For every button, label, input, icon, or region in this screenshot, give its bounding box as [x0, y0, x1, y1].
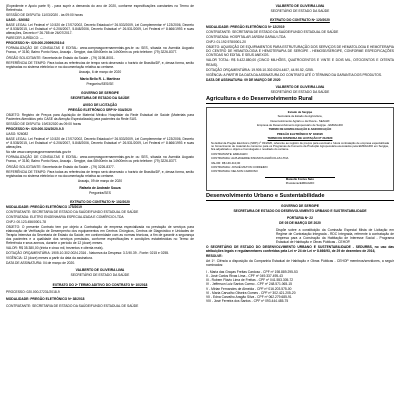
extract-paragraph: CONTRATANTE: SECRETARIA DE ESTADO DA SAÚDE/FUNDO ESTADUAL DE SAÚDE	[6, 209, 139, 214]
signer-title: SECRETÁRIO DE ESTADO DA SAÚDE	[270, 9, 330, 14]
right-column	[206, 4, 394, 396]
extract-paragraph: MODALIDADE: PREGÃO ELETRÔNICO Nº 12/2019	[206, 25, 285, 30]
left-top-paragraph: REFERÊNCIA DE TEMPO: Para todas as referências de tempo será observado o horário de Brasília/DF, e, dessa forma, serão registradas no sistema eletrônico e na documentação relativa ao certame.	[6, 60, 194, 69]
homologation-notice	[206, 107, 394, 191]
signer-name: Rafaela de Andrade Souza	[79, 185, 121, 190]
notice-paragraph: FORMALIZAÇÃO DE CONSULTAS E EDITAL: www.comprasgovernamentais.gov.br ou SES, situada na Avenida Augusto Franco, nº 3150, Bairro Ponto Novo, Aracaju - Sergipe, das 08h00min às 14h00min ou pelo telefone: (79) 3226-8377.	[6, 155, 194, 164]
dev-paragraph: Dispõe sobre a constituição da Comissão Especial Mista de Licitação em Regime de Contratação Integrada - RDC Integrada, referente à contratação de empresa para a Construção da Habitação de Interesse Social - Programa Estadual de Habitação e Obras Públicas - CEHOP.	[276, 227, 394, 245]
list-item: V - Mirian Fernandes de Almeida - CPF nº 016.203.575-00	[206, 286, 292, 291]
gov-header: SECRETARIA DE ESTADO DA SAÚDE	[70, 95, 130, 100]
list-item: VII - Edna Carvalho Aragão Silva - CPF nº 062.279.685-91	[206, 294, 292, 299]
box-line: No Edital da Pregão Eletrônico (SRP) nº 03/2020, referente ao registro de preços para eventual e futura contratação de empresa especializada no fornecimento de material de consumo para os Programas de Fomento da Produção Agropecuária executados pela EMDAGRO em Sergipe, fica adjudicado o objeto e homologado o resultado do certame.	[211, 140, 389, 152]
extract-paragraph: OBJETO: O presente Contrato tem por objeto a Contratação de empresa especializada na prestação de serviços para elaboração de Verificação de Desempenho dos equipamentos em Centros Cirúrgicos, Centros de Diagnóstico e Unidades de Terapia Intensiva da Secretaria de Estado da Saúde, em conformidade com as normas técnicas, a fim de garantir a segurança dos pacientes e a qualidade dos serviços prestados, conforme especificações e condições estabelecidas no Termo de Referência e seus anexos, durante o período de 12 (doze) meses.	[6, 225, 194, 246]
notice-paragraph: No site www.comprasgovernamentais.gov.br	[6, 150, 71, 155]
dev-header: SECRETARIA DE ESTADO DO DESENVOLVIMENTO URBANO E SUSTENTABILIDADE	[233, 208, 367, 213]
box-line: Secretaria de Estado da Agricultura,	[277, 114, 323, 119]
section-title-agriculture: Agricultura e do Desenvolvimento Rural	[206, 96, 394, 104]
extract-title: EXTRATO DO CONTRATO Nº 120/2020	[270, 18, 330, 23]
list-item: II - José Carlos Rivas Lima - CPF nº 049.337.495-43	[206, 274, 283, 279]
extract-paragraph: CONTRATADA: HOSPITALAR JARDIM GARAU LTDA	[206, 35, 286, 40]
notice-paragraph: REFERÊNCIA DE TEMPO: Para todas as referências de tempo será observado o horário de Brasília/DF, e, dessa forma, serão registradas no sistema eletrônico e na documentação relativa ao certame.	[6, 169, 194, 178]
extract-paragraph: VALOR: R$ 35.380,00 (trinta e cinco mil, trezentos e oitenta reais).	[6, 246, 104, 251]
notice-subtitle: PREGÃO ELETRÔNICO SRP Nº 034/2020	[68, 107, 132, 112]
extract-paragraph: MODALIDADE: PREGÃO ELETRÔNICO Nº 38/2018	[6, 296, 85, 301]
signer-name: Mario Bello R. L. Martinez	[79, 76, 121, 81]
extract-paragraph: PROCESSO: 020.000.27231/2018-9	[6, 289, 60, 294]
list-item: VI - Maria Carvalho Oliveira Gomes - CPF nº 302.421.205-20	[206, 290, 296, 295]
signer-title: SECRETÁRIO DE ESTADO DA SAÚDE	[70, 273, 130, 278]
left-top-paragraph: ÓRGÃO SOLICITANTE: Secretaria de Estado da Saúde - (79) 3198-8001.	[6, 55, 115, 60]
box-line: PREGÃO ELETRÔNICO Nº 03/2020	[277, 131, 323, 136]
box-line: CONTRATADA: ALPHAVERDE INSUMOS AGRÍCOLAS LTDA	[211, 156, 289, 161]
left-column	[6, 4, 194, 396]
notice-paragraph: SESSÃO DE DISPUTA: 19/03/2020 às 09:00 horas	[6, 122, 82, 127]
notice-paragraph: UASG: 926082	[6, 132, 29, 137]
left-top-paragraph: FORMALIZAÇÃO DE CONSULTAS E EDITAL: www.comprasgovernamentais.gov.br ou SES, situada na Avenida Augusto Franco, nº 3150, Bairro Ponto Novo, Aracaju - Sergipe, das 08h00min às 14h00min ou pelo telefone: (79) 3226-8377.	[6, 46, 194, 55]
dev-paragraph: RESOLVE:	[206, 254, 223, 259]
box-line: Estado de Sergipe	[287, 109, 313, 114]
notice-paragraph: PROCESSO Nº: 020.000.324/2020-9-5	[6, 127, 64, 132]
extract-paragraph: VALOR TOTAL: R$ 5.422.880,00 (CINCO MILHÕES, QUATROCENTOS E VINTE E DOIS MIL, OITOCENTOS E OITENTA REAIS).	[206, 58, 394, 67]
gov-header: GOVERNO DE SERGIPE	[81, 90, 119, 95]
date-line: Aracaju, 09 de março de 2020	[77, 178, 123, 183]
box-line: CONTRATANTE: EMDAGRO	[211, 151, 248, 156]
extract-paragraph: DOTAÇÃO ORÇAMENTÁRIA: 1905.10.302.0024.2316 - Natureza da Despesa: 3.3.90.39 - Fonte: 0215 e 0255.	[6, 251, 170, 256]
list-item: VIII - José Ferreira dos Santos - CPF nº 093.444.485-75	[206, 298, 289, 303]
signer-name: VALBERTO DE OLIVEIRA LIMA	[275, 4, 325, 8]
extract-paragraph: CNPJ: 01.192.978/0001-20	[206, 40, 246, 45]
left-top-paragraph: SESSÃO DE DISPUTA: 11/03/2020 - às 09:00 horas	[6, 13, 83, 18]
gazette-page	[6, 4, 394, 396]
box-line: Desenvolvimento Agrário e da Pesca - SEAGRI	[270, 118, 330, 123]
date-line: Aracaju, 6 de março de 2020	[78, 69, 122, 74]
notice-paragraph: ÓRGÃO SOLICITANTE: Secretaria de Estado da Saúde - (79) 3226-8377.	[6, 164, 115, 169]
extract-paragraph: VIGÊNCIA: A PARTIR DA DATA DA ASSINATURA DO CONTRATO ATÉ O TÉRMINO DA GARANTIA DOS PRODUTOS.	[206, 72, 382, 77]
list-item: IV - Jefferson Luiz Santos Carmo - CPF nº 248.571.065-15	[206, 282, 292, 287]
box-signer-title: Presidente/EMDAGRO	[285, 181, 315, 186]
dev-header: DE 05 DE MARÇO DE 2020	[279, 220, 321, 225]
list-item: I - Maria das Graças Freitas Cardoso - CPF nº 198.889.295-53	[206, 270, 298, 275]
left-top-paragraph: PARECER JURÍDICO: ---	[6, 36, 44, 41]
box-line: VALOR: R$ 146.410,00	[211, 160, 241, 165]
extract-paragraph: CONTRATADA: ELETRO ENGENHARIA ESPECIALIZADA E COMÉRCIO LTDA	[6, 214, 124, 219]
extract-title: EXTRATO DO 2º TERMO ADITIVO DO CONTRATO Nº 10/2018	[52, 282, 148, 287]
dev-header: PORTARIA Nº 22	[287, 215, 313, 220]
extract-paragraph: DATA DE ASSINATURA: 04 de março de 2020.	[6, 261, 76, 266]
section-title-urban-development: Desenvolvimento Urbano e Sustentabilidade	[206, 193, 394, 201]
left-top-paragraph: UASG - 926082	[6, 18, 30, 23]
box-line: Empresa de Desenvolvimento Agropecuário de Sergipe - EMDAGRO	[257, 123, 343, 128]
extract-paragraph: OBJETO: AQUISIÇÃO DE EQUIPAMENTOS PARA ESTRUTURAÇÃO DOS SERVIÇOS DE HEMATOLOGIA E HEMOTERAPIA DO CENTRO DE HEMATOLOGIA E HEMOTERAPIA DE SERGIPE - HEMOSE/SERGIPE, CONFORME ESPECIFICAÇÕES CONTIDAS NO EDITAL E SEUS ANEXOS.	[206, 45, 394, 58]
extract-paragraph: CONTRATANTE: SECRETARIA DE ESTADO DA SAÚDE/FUNDO ESTADUAL DE SAÚDE	[206, 30, 339, 35]
list-item: III - Rubem Flávio Lima de Freitas - CPF nº 041.553.305-72	[206, 278, 294, 283]
signer-name: VALBERTO DE OLIVEIRA LIMA	[75, 268, 125, 273]
box-line: TERMO DE HOMOLOGAÇÃO E ADJUDICAÇÃO	[268, 127, 332, 132]
extract-paragraph: CONTRATANTE: SECRETARIA DE ESTADO DA SAÚDE/FUNDO ESTADUAL DE SAÚDE	[6, 303, 139, 308]
signer-name: VALBERTO DE OLIVEIRA LIMA	[275, 84, 325, 89]
left-top-paragraph: BASE LEGAL: Lei Federal nº 10.520 de 17/07/2002, Decreto Estadual nº 26.533/2009, Lei Complementar nº 123/2006, Decreto nº 8.538/2015, Lei Estadual nº 6.206/2007, 5.848/2006, Decreto Estadual nº 26.531/2009, Lei Federal nº 8.666/1993 e suas alterações, Decreto nº 26.785 de 26/07/2017.	[6, 23, 194, 36]
left-top-paragraph: (Expediente e Apoio parte 9) - para suprir a demanda do ano de 2020, conforme especificações constantes no Termo de Referência.	[6, 4, 194, 13]
extract-title: EXTRATO DO CONTRATO Nº 102/2020	[70, 199, 130, 204]
notice-paragraph: OBJETO: Registro de Preços para Aquisição de Material Médico Hospitalar da Rede Estadual de Saúde (Materiais para Pacientes Atendidos pelo CASE da Atenção Especializada) para pacientes da Rede SUS.	[6, 112, 194, 122]
extract-paragraph: VIGÊNCIA: 12 (doze) meses a partir da data da assinatura.	[6, 256, 93, 261]
box-line: TERMO DE DISPENSA DE LICITAÇÃO Nº 21/2020	[267, 136, 333, 141]
signer-title: SECRETÁRIO DE ESTADO DA SAÚDE	[270, 89, 330, 94]
box-line: CONTRATADA: JOSUÉ MILTON CORDEIRO	[211, 165, 268, 170]
left-top-paragraph: PROCESSO Nº: 020.000.20099/2019-6	[6, 41, 65, 46]
dev-header: GOVERNO DE SERGIPE	[281, 203, 319, 208]
extract-paragraph: DATA DE ASSINATURA: 09 DE MARÇO DE 2020	[206, 77, 281, 82]
extract-paragraph: CNPJ: 00.123.456/0001-78	[6, 219, 46, 224]
box-line: CONTRATADA: NELSON CARDOSO	[211, 169, 258, 174]
dev-paragraph: O SECRETÁRIO DE ESTADO DO DESENVOLVIMENTO URBANO E SUSTENTABILIDADE - SEDURBS, no uso das atribuições legais e regulamentares conferidas pela Lei nº 24 de Lei nº 8.666/93, de 29 de dezembro de 2016,	[206, 245, 394, 254]
box-signer-name: Mateolle Fontes Neto	[285, 176, 315, 181]
signer-title: Pregoeiro/SES/SE	[86, 81, 114, 86]
signer-title: Pregoeira/SES	[89, 190, 111, 195]
extract-paragraph: DOTAÇÃO ORÇAMENTÁRIA: 19.905.10.302.0024.4407, 44.90.52, 0255.	[206, 67, 314, 72]
dev-paragraph: Art 1º. Ciência a disposição da Companhia Estadual de Habitação e Obras Públicas - CEHOP membros/servidores, a seguir nominados:	[206, 259, 394, 268]
notice-paragraph: BASE LEGAL: Lei Federal nº 10.520 de 17/07/2002, Decreto Estadual nº 26.533/2009, Lei Complementar nº 123/2006, Decreto nº 8.538/2015, Lei Estadual nº 6.206/2007, 5.848/2006, Decreto Estadual nº 26.531/2009, Lei Federal nº 8.666/1993 e suas alterações.	[6, 137, 194, 150]
extract-paragraph: MODALIDADE: PREGÃO ELETRÔNICO 175/2019	[6, 204, 82, 209]
notice-title: AVISO DE LICITAÇÃO	[82, 102, 118, 107]
